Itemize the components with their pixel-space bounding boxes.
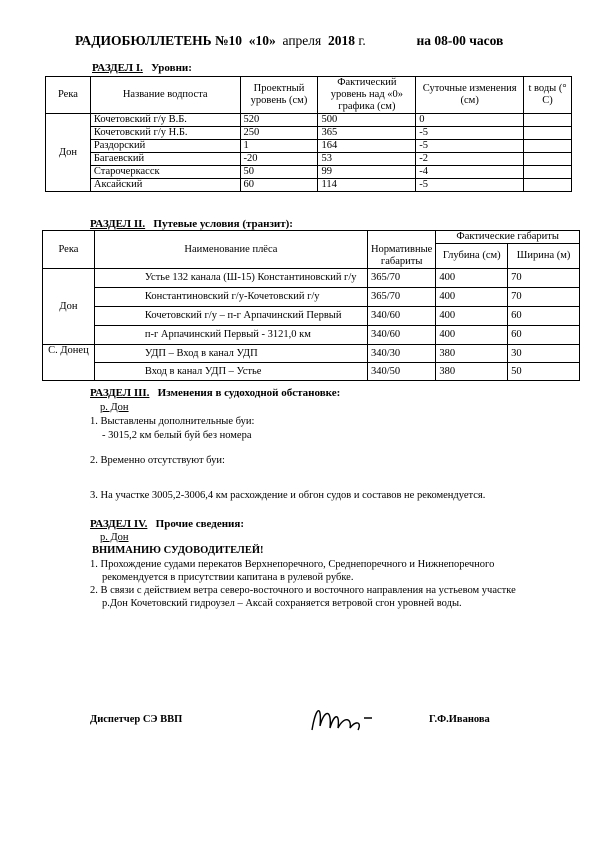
station-name: Раздорский — [90, 140, 240, 153]
section3-title: Изменения в судоходной обстановке: — [157, 387, 341, 399]
depth: 400 — [436, 288, 508, 307]
section1-title: Уровни: — [151, 62, 192, 74]
depth: 380 — [436, 345, 508, 363]
table-row — [46, 166, 572, 179]
title-year: 2018 — [328, 33, 355, 48]
col-daily-change: Суточные изменения (см) — [416, 77, 524, 114]
water-temp — [524, 179, 572, 192]
col-water-temp: t воды (° С) — [524, 77, 572, 114]
actual-level: 164 — [318, 140, 416, 153]
width: 70 — [508, 288, 580, 307]
section3-item1: 1. Выставлены дополнительные буи: — [90, 416, 255, 427]
normative: 340/50 — [367, 363, 435, 381]
width: 30 — [508, 345, 580, 363]
station-name: Багаевский — [90, 153, 240, 166]
width: 50 — [508, 363, 580, 381]
daily-change: -5 — [416, 179, 524, 192]
handwritten-signature — [306, 700, 386, 742]
dispatcher-position: Диспетчер СЭ ВВП — [90, 714, 183, 725]
water-temp — [524, 166, 572, 179]
section3-item2: 2. Временно отсутствуют буи: — [90, 455, 225, 466]
col-station: Название водпоста — [90, 77, 240, 114]
river-cell: Дон — [46, 114, 91, 192]
width: 60 — [508, 307, 580, 326]
route-conditions-table — [42, 230, 580, 381]
section3-river: р. Дон — [100, 402, 129, 413]
col-depth: Глубина (см) — [436, 244, 508, 269]
project-level: 250 — [240, 127, 318, 140]
col-actual-group: Фактические габариты — [436, 231, 580, 244]
water-temp — [524, 114, 572, 127]
table-row — [46, 114, 572, 127]
normative: 365/70 — [367, 288, 435, 307]
col-actual-level: Фактический уровень над «0» графика (см) — [318, 77, 416, 114]
signature-mark — [306, 700, 386, 736]
section4-label: РАЗДЕЛ IV. — [90, 518, 148, 530]
actual-level: 53 — [318, 153, 416, 166]
reach-name: п-г Арпачинский Первый - 3121,0 км — [94, 326, 367, 345]
project-level: 520 — [240, 114, 318, 127]
actual-level: 500 — [318, 114, 416, 127]
actual-level: 365 — [318, 127, 416, 140]
table-row — [43, 288, 580, 307]
table-row — [43, 345, 580, 363]
attention-heading: ВНИМАНИЮ СУДОВОДИТЕЛЕЙ! — [92, 545, 264, 556]
reach-name: Кочетовский г/у – п-г Арпачинский Первый — [94, 307, 367, 326]
section2-heading — [90, 218, 293, 230]
title-month: апреля — [282, 33, 322, 48]
reach-name: Устье 132 канала (Ш-15) Константиновский г/у — [94, 269, 367, 288]
col-width: Ширина (м) — [508, 244, 580, 269]
title-day: «10» — [248, 33, 276, 48]
col-normative: Нормативные габариты — [367, 231, 435, 269]
daily-change: 0 — [416, 114, 524, 127]
project-level: 1 — [240, 140, 318, 153]
reach-name: Константиновский г/у-Кочетовский г/у — [94, 288, 367, 307]
reach-name: УДП – Вход в канал УДП — [94, 345, 367, 363]
water-temp — [524, 127, 572, 140]
table-row — [43, 363, 580, 381]
table-row — [46, 140, 572, 153]
table-row — [46, 127, 572, 140]
river-cell: С. Донец — [43, 345, 95, 381]
station-name: Старочеркасск — [90, 166, 240, 179]
section2-title: Путевые условия (транзит): — [153, 218, 293, 230]
col-river: Река — [43, 231, 95, 269]
depth: 380 — [436, 363, 508, 381]
daily-change: -2 — [416, 153, 524, 166]
section4-heading — [90, 518, 244, 530]
daily-change: -4 — [416, 166, 524, 179]
table-row — [46, 153, 572, 166]
project-level: 50 — [240, 166, 318, 179]
normative: 340/30 — [367, 345, 435, 363]
depth: 400 — [436, 307, 508, 326]
section3-item3: 3. На участке 3005,2-3006,4 км расхождение и обгон судов и составов не рекомендуется. — [90, 490, 486, 501]
station-name: Кочетовский г/у Н.Б. — [90, 127, 240, 140]
title-main: РАДИОБЮЛЛЕТЕНЬ №10 — [75, 33, 243, 48]
col-reach-name: Наименование плёса — [94, 231, 367, 269]
reach-name: Вход в канал УДП – Устье — [94, 363, 367, 381]
normative: 340/60 — [367, 326, 435, 345]
levels-header-row — [46, 77, 572, 114]
dispatcher-name: Г.Ф.Иванова — [429, 714, 490, 725]
section3-label: РАЗДЕЛ III. — [90, 387, 150, 399]
river-cell: Дон — [43, 269, 95, 345]
normative: 340/60 — [367, 307, 435, 326]
section1-label: РАЗДЕЛ I. — [92, 62, 143, 74]
route-header-row — [43, 231, 580, 244]
actual-level: 99 — [318, 166, 416, 179]
section4-item1-line2: рекомендуется в присутствии капитана в рулевой рубке. — [102, 572, 354, 583]
project-level: -20 — [240, 153, 318, 166]
section4-title: Прочие сведения: — [155, 518, 245, 530]
width: 60 — [508, 326, 580, 345]
actual-level: 114 — [318, 179, 416, 192]
daily-change: -5 — [416, 127, 524, 140]
levels-table — [45, 76, 572, 192]
title-time: на 08-00 часов — [416, 33, 504, 48]
section4-river: р. Дон — [100, 532, 129, 543]
bulletin-title — [75, 33, 503, 49]
table-row — [43, 326, 580, 345]
daily-change: -5 — [416, 140, 524, 153]
col-river: Река — [46, 77, 91, 114]
width: 70 — [508, 269, 580, 288]
section4-item2-line1: 2. В связи с действием ветра северо-восточного и восточного направления на устьевом участке — [90, 585, 516, 596]
depth: 400 — [436, 326, 508, 345]
section4-item1-line1: 1. Прохождение судами перекатов Верхнепоречного, Среднепоречного и Нижнепоречного — [90, 559, 495, 570]
col-project-level: Проектный уровень (см) — [240, 77, 318, 114]
section1-heading — [92, 62, 192, 74]
water-temp — [524, 140, 572, 153]
table-row — [46, 179, 572, 192]
table-row — [43, 307, 580, 326]
section3-item1-detail: - 3015,2 км белый буй без номера — [102, 430, 252, 441]
normative: 365/70 — [367, 269, 435, 288]
section2-label: РАЗДЕЛ II. — [90, 218, 146, 230]
section3-heading — [90, 387, 340, 399]
project-level: 60 — [240, 179, 318, 192]
depth: 400 — [436, 269, 508, 288]
section4-item2-line2: р.Дон Кочетовский гидроузел – Аксай сохраняется ветровой сгон уровней воды. — [102, 598, 462, 609]
title-g: г. — [358, 33, 366, 48]
water-temp — [524, 153, 572, 166]
station-name: Кочетовский г/у В.Б. — [90, 114, 240, 127]
station-name: Аксайский — [90, 179, 240, 192]
table-row — [43, 269, 580, 288]
